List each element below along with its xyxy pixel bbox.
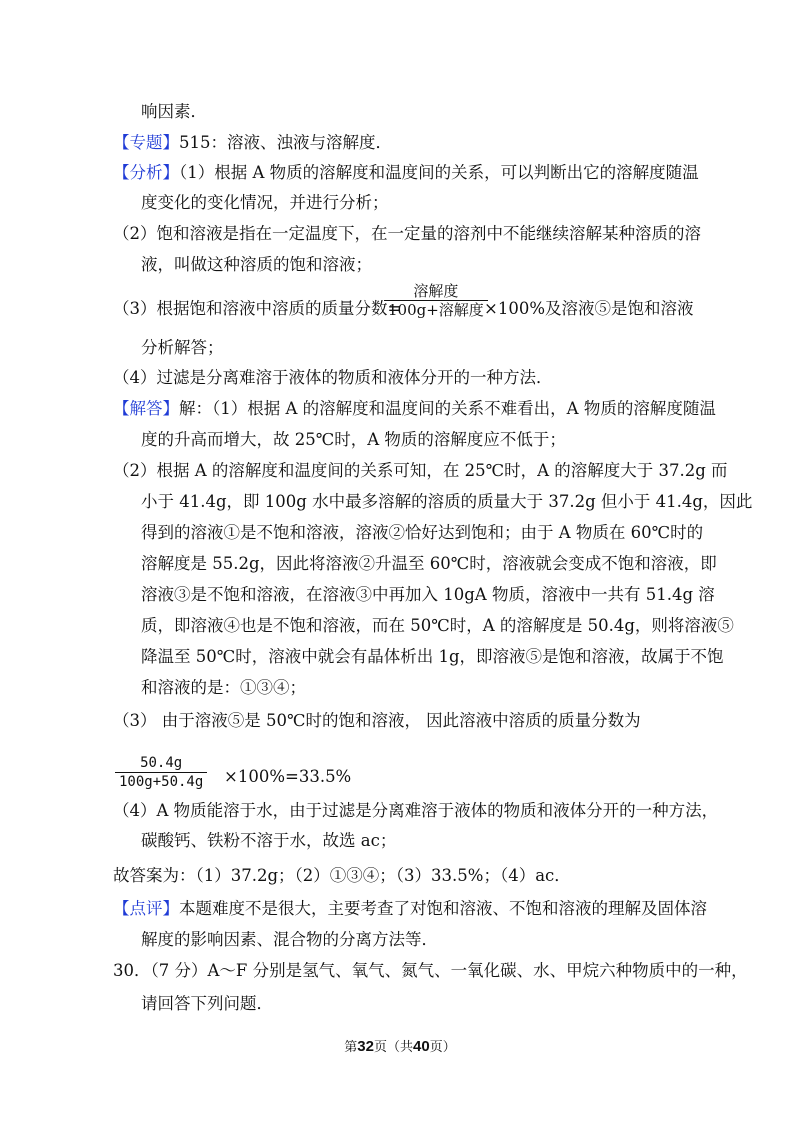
footer-page-number: 32 xyxy=(357,1038,374,1055)
text-line: 请回答下列问题． xyxy=(141,994,273,1013)
formula-suffix: ×100%及溶液⑤是饱和溶液 xyxy=(484,299,694,318)
text-line: 得到的溶液①是不饱和溶液，溶液②恰好达到饱和；由于 A 物质在 60℃时的 xyxy=(141,523,704,542)
text-line: 解度的影响因素、混合物的分离方法等． xyxy=(141,930,438,949)
footer-suffix: 页） xyxy=(429,1040,456,1055)
comment-line xyxy=(113,898,707,920)
text-line: 液，叫做这种溶质的饱和溶液； xyxy=(141,255,372,274)
text-line: 碳酸钙、铁粉不溶于水，故选 ac； xyxy=(141,831,397,850)
text-line: （3） 由于溶液⑤是 50℃时的饱和溶液， 因此溶液中溶质的质量分数为 xyxy=(113,711,641,730)
comment-text: 本题难度不是很大，主要考查了对饱和溶液、不饱和溶液的理解及固体溶 xyxy=(179,899,707,918)
comment-tag: 【点评】 xyxy=(113,899,179,918)
text-line: 度变化的变化情况，并进行分析； xyxy=(141,193,389,212)
fraction-numerator: 50.4g xyxy=(140,755,183,771)
analysis-text: （1）根据 A 物质的溶解度和温度间的关系，可以判断出它的溶解度随温 xyxy=(179,163,699,182)
formula-line xyxy=(113,298,401,320)
topic-line xyxy=(113,132,392,154)
text-line: 溶解度是 55.2g，因此将溶液②升温至 60℃时，溶液就会变成不饱和溶液，即 xyxy=(141,554,717,573)
answer-line xyxy=(113,398,716,420)
text-line: 溶液③是不饱和溶液，在溶液③中再加入 10gA 物质，溶液中一共有 51.4g 溶 xyxy=(141,585,715,604)
text-line: 响因素． xyxy=(141,102,207,121)
question-line: 30．（7 分）A～F 分别是氢气、氧气、氮气、一氧化碳、水、甲烷六种物质中的一种， xyxy=(113,961,748,980)
text-line: 和溶液的是：①③④； xyxy=(141,678,306,697)
fraction-numerator: 溶解度 xyxy=(413,282,459,300)
fraction-denominator: 100g+50.4g xyxy=(115,772,207,791)
page-footer xyxy=(0,1036,800,1055)
text-line: 降温至 50℃时，溶液中就会有晶体析出 1g，即溶液⑤是饱和溶液，故属于不饱 xyxy=(141,647,724,666)
text-line: 质，即溶液④也是不饱和溶液，而在 50℃时，A 的溶解度是 50.4g，则将溶液⑤ xyxy=(141,616,734,635)
analysis-line xyxy=(113,162,699,184)
answer-tag: 【解答】 xyxy=(113,399,179,418)
text-line: 小于 41.4g，即 100g 水中最多溶解的溶质的质量大于 37.2g 但小于 41.4g，因此 xyxy=(141,492,753,511)
text-line: 分析解答； xyxy=(141,338,224,357)
footer-total-pages: 40 xyxy=(413,1038,430,1055)
text-line: （2）饱和溶液是指在一定温度下，在一定量的溶剂中不能继续溶解某种溶质的溶 xyxy=(113,224,701,243)
footer-prefix: 第 xyxy=(344,1040,358,1055)
text-line: （2）根据 A 的溶解度和温度间的关系可知，在 25℃时，A 的溶解度大于 37.2g 而 xyxy=(113,461,728,480)
formula-prefix: （3）根据饱和溶液中溶质的质量分数= xyxy=(113,299,402,318)
topic-text: 515：溶液、浊液与溶解度． xyxy=(179,133,392,152)
answer-text: 解：（1）根据 A 的溶解度和温度间的关系不难看出，A 物质的溶解度随温 xyxy=(179,399,716,418)
text-line: 度的升高而增大，故 25℃时，A 物质的溶解度应不低于； xyxy=(141,430,566,449)
topic-tag: 【专题】 xyxy=(113,133,179,152)
analysis-tag: 【分析】 xyxy=(113,163,179,182)
fraction-solubility xyxy=(384,282,488,319)
footer-middle: 页（共 xyxy=(373,1040,413,1055)
text-line: （4）过滤是分离难溶于液体的物质和液体分开的一种方法． xyxy=(113,368,553,387)
formula-result-suffix: ×100%=33.5% xyxy=(224,767,352,786)
fraction-denominator: 100g+溶解度 xyxy=(384,300,488,319)
final-answer-line: 故答案为：（1）37.2g；（2）①③④；（3）33.5%；（4）ac． xyxy=(113,866,571,885)
text-line: （4）A 物质能溶于水，由于过滤是分离难溶于液体的物质和液体分开的一种方法， xyxy=(113,801,719,820)
fraction-result xyxy=(115,754,207,791)
